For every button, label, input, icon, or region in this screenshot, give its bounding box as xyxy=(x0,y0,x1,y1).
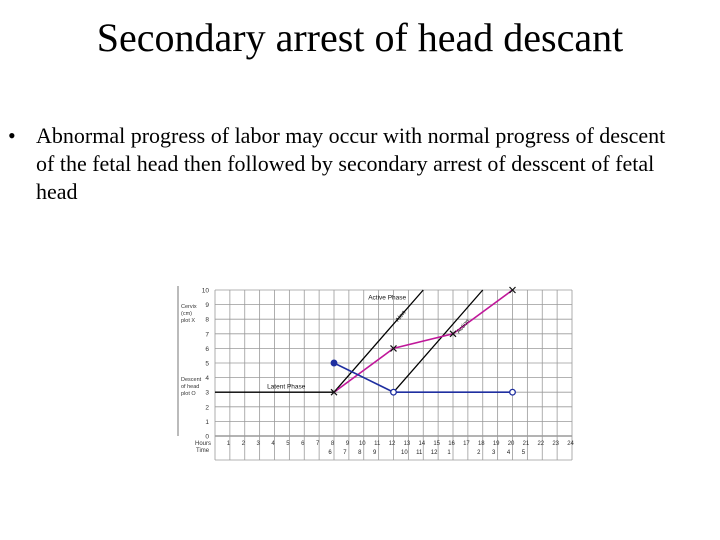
time-entry: 3 xyxy=(491,450,496,456)
x-tick-label: 20 xyxy=(507,441,515,447)
time-entry: 7 xyxy=(343,450,347,456)
latent-phase-label: Latent Phase xyxy=(267,383,306,391)
y-label-cervix: (cm) xyxy=(181,311,192,317)
y-tick-label: 9 xyxy=(205,302,209,310)
hours-label: Hours xyxy=(194,441,211,447)
x-tick-label: 11 xyxy=(374,441,381,447)
time-entry: 5 xyxy=(521,450,526,456)
time-entry: 1 xyxy=(447,450,451,456)
x-tick-label: 13 xyxy=(403,441,411,447)
y-tick-label: 5 xyxy=(205,360,209,368)
time-entry: 12 xyxy=(430,450,438,456)
time-entry: 9 xyxy=(372,450,377,456)
time-entry: 6 xyxy=(328,450,332,456)
y-label-descent: Descent xyxy=(181,377,202,383)
y-tick-label: 0 xyxy=(205,433,209,441)
x-tick-label: 8 xyxy=(330,441,335,447)
y-tick-label: 2 xyxy=(205,404,209,412)
time-entry: 11 xyxy=(416,450,423,456)
x-tick-label: 15 xyxy=(433,441,441,447)
x-tick-label: 12 xyxy=(388,441,396,447)
y-label-cervix: plot X xyxy=(181,318,196,324)
x-tick-label: 24 xyxy=(567,441,574,447)
bullet-text: Abnormal progress of labor may occur with normal progress of descent of the fetal head then followed by secondary arrest of desscent of fetal head xyxy=(36,123,666,204)
y-tick-label: 1 xyxy=(205,418,209,426)
x-tick-label: 19 xyxy=(492,441,500,447)
y-tick-label: 10 xyxy=(201,287,209,295)
bullet-marker: • xyxy=(8,123,16,148)
y-label-descent: plot O xyxy=(181,391,196,397)
x-tick-label: 7 xyxy=(316,441,320,447)
y-tick-label: 3 xyxy=(205,389,209,397)
time-label: Time xyxy=(196,448,210,454)
time-entry: 8 xyxy=(358,450,362,456)
active-phase-label: Active Phase xyxy=(368,294,407,302)
x-tick-label: 21 xyxy=(522,441,530,447)
time-entry: 2 xyxy=(477,450,481,456)
alert-line-label: Alert xyxy=(394,310,408,324)
y-tick-label: 4 xyxy=(205,375,209,383)
descent-point-o xyxy=(391,389,397,395)
x-tick-label: 16 xyxy=(448,441,455,447)
x-tick-label: 2 xyxy=(241,441,245,447)
descent-point-o xyxy=(510,389,516,395)
x-tick-label: 6 xyxy=(301,441,305,447)
time-entry: 10 xyxy=(401,450,408,456)
y-tick-label: 6 xyxy=(205,345,209,353)
y-tick-label: 8 xyxy=(205,316,209,324)
slide-title: Secondary arrest of head descant xyxy=(96,15,624,60)
x-tick-label: 23 xyxy=(552,441,560,447)
x-tick-label: 17 xyxy=(463,441,470,447)
y-tick-label: 7 xyxy=(205,331,209,339)
partograph-svg xyxy=(168,278,584,470)
x-tick-label: 1 xyxy=(226,441,231,447)
x-tick-label: 4 xyxy=(271,441,275,447)
x-tick-label: 5 xyxy=(286,441,290,447)
x-tick-label: 3 xyxy=(256,441,260,447)
time-entry: 4 xyxy=(506,450,511,456)
x-tick-label: 18 xyxy=(477,441,485,447)
y-label-cervix: Cervix xyxy=(181,304,197,310)
x-tick-label: 9 xyxy=(345,441,350,447)
x-tick-label: 22 xyxy=(537,441,545,447)
x-tick-label: 14 xyxy=(418,441,426,447)
descent-point-o xyxy=(331,360,337,366)
partograph-chart xyxy=(168,278,584,470)
x-tick-label: 10 xyxy=(358,441,366,447)
action-line-label: Action xyxy=(455,318,472,336)
y-label-descent: of head xyxy=(181,384,200,390)
